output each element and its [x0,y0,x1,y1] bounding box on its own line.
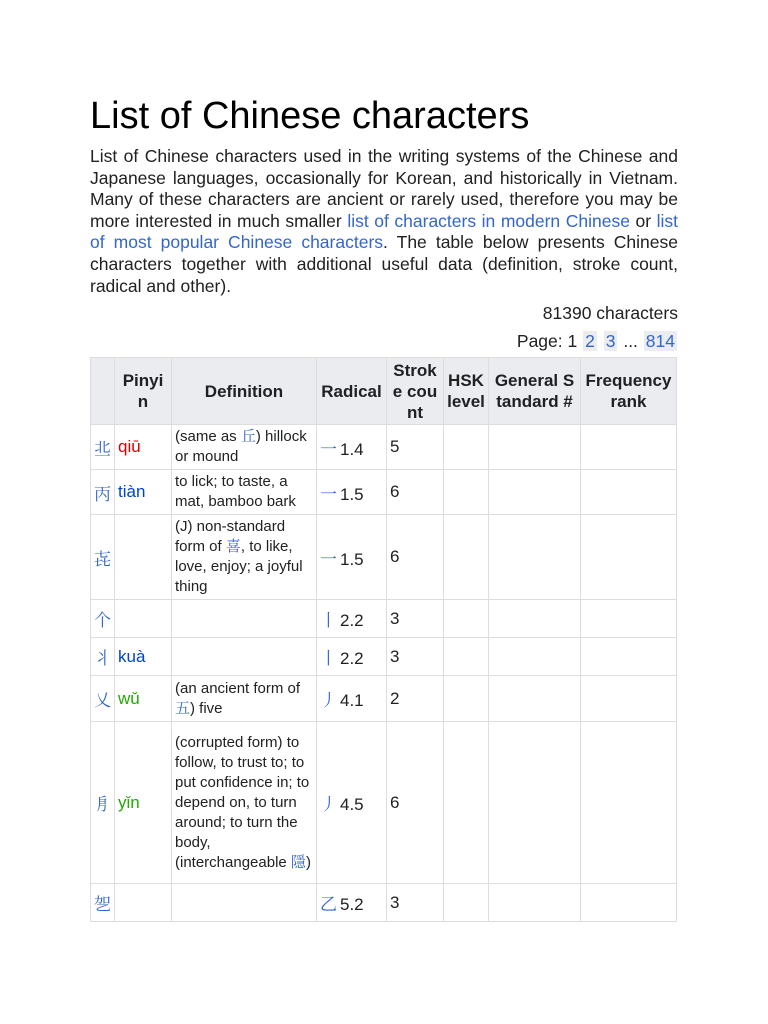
character-count: 81390 characters [542,303,678,324]
definition [172,638,317,676]
definition: (J) non-standard form of 喜, to like, love, enjoy; a joyful thing [172,515,317,600]
radical-link[interactable]: 一 [320,549,337,570]
definition: (corrupted form) to follow, to trust to; to put confidence in; to depend on, to turn around; to turn the body, (interchangeable 隱) [172,722,317,884]
radical-link[interactable]: 一 [320,484,337,505]
general-standard [489,600,581,638]
page-2-link[interactable]: 2 [585,331,595,352]
general-standard [489,515,581,600]
definition: to lick; to taste, a mat, bamboo bark [172,470,317,515]
characters-table [90,357,677,922]
page-3-link[interactable]: 3 [605,331,616,352]
pinyin: qiū [118,437,141,457]
radical-link[interactable]: 一 [320,439,337,460]
frequency-rank [581,470,677,515]
radical: 丨 2.2 [317,600,387,638]
stroke-count: 3 [387,638,444,676]
header-hsk-level[interactable]: HSK level [444,358,489,425]
character-link[interactable]: 㐆 [94,795,111,816]
frequency-rank [581,676,677,722]
character-link[interactable]: 乂 [94,691,111,712]
pinyin: wǔ [118,688,140,708]
radical-link[interactable]: 丨 [320,649,337,670]
table-row [91,676,677,722]
pager: Page: 1 2 3 ... 814 [516,331,675,352]
table-row [91,638,677,676]
header-radical[interactable]: Radical [317,358,387,425]
hsk-level [444,425,489,470]
definition-char-link[interactable]: 喜 [225,538,241,556]
radical-link[interactable]: 丿 [320,795,337,816]
pinyin: tiàn [118,482,146,502]
definition-char-link[interactable]: 丘 [240,428,256,446]
general-standard [489,638,581,676]
character-link[interactable]: 个 [94,611,111,632]
frequency-rank [581,515,677,600]
table-row [91,600,677,638]
radical: 一 1.5 [317,470,387,515]
modern-chinese-link[interactable]: list of characters in modern Chinese [347,210,630,231]
header-frequency-rank[interactable]: Frequency rank [581,358,677,425]
frequency-rank [581,600,677,638]
table-row [91,884,677,922]
general-standard [489,722,581,884]
definition: (same as 丘) hillock or mound [172,425,317,470]
pinyin: kuà [118,646,146,666]
table-row [91,470,677,515]
hsk-level [444,515,489,600]
general-standard [489,470,581,515]
hsk-level [444,722,489,884]
radical-link[interactable]: 丨 [320,611,337,632]
radical: 丿 4.5 [317,722,387,884]
hsk-level [444,638,489,676]
hsk-level [444,676,489,722]
popular-characters-link[interactable]: list of most popular Chinese characters [90,210,678,253]
general-standard [489,884,581,922]
frequency-rank [581,425,677,470]
stroke-count: 3 [387,884,444,922]
definition [172,600,317,638]
character-link[interactable]: 丠 [94,439,111,460]
general-standard [489,676,581,722]
stroke-count: 5 [387,425,444,470]
intro-paragraph: List of Chinese characters used in the writing systems of the Chinese and Japanese languages, occasionally for Korean, and historically in Vietnam. Many of these characters are ancient or rarely used, therefore you may be more interested in much smaller list of characters in modern Chinese or list of most popular Chinese characters. The table below presents Chinese characters together with additional useful data (definition, stroke count, radical and other). [90,146,679,296]
table-row [91,515,677,600]
hsk-level [444,884,489,922]
header-general-standard[interactable]: General Standard # [489,358,581,425]
header-definition[interactable]: Definition [172,358,317,425]
header-char[interactable] [91,358,115,425]
stroke-count: 2 [387,676,444,722]
general-standard [489,425,581,470]
radical: 乙 5.2 [317,884,387,922]
frequency-rank [581,638,677,676]
character-link[interactable]: 乫 [94,895,111,916]
header-stroke-count[interactable]: Stroke count [387,358,444,425]
definition: (an ancient form of 五) five [172,676,317,722]
page-last-link[interactable]: 814 [645,331,675,352]
header-pinyin[interactable]: Pinyin [115,358,172,425]
pinyin: yǐn [118,792,140,812]
radical-link[interactable]: 丿 [320,691,337,712]
definition [172,884,317,922]
frequency-rank [581,722,677,884]
radical: 一 1.5 [317,515,387,600]
table-row [91,425,677,470]
stroke-count: 6 [387,515,444,600]
stroke-count: 3 [387,600,444,638]
table-row [91,722,677,884]
definition-char-link[interactable]: 隱 [290,853,306,871]
frequency-rank [581,884,677,922]
character-link[interactable]: 㐂 [94,549,111,570]
stroke-count: 6 [387,722,444,884]
stroke-count: 6 [387,470,444,515]
page-title: List of Chinese characters [90,95,530,137]
table-header-row [91,358,677,425]
hsk-level [444,600,489,638]
radical: 丿 4.1 [317,676,387,722]
character-link[interactable]: 丬 [94,649,111,670]
radical: 一 1.4 [317,425,387,470]
definition-char-link[interactable]: 五 [175,699,191,717]
radical: 丨 2.2 [317,638,387,676]
hsk-level [444,470,489,515]
radical-link[interactable]: 乙 [320,895,337,916]
character-link[interactable]: 丙 [94,484,111,505]
